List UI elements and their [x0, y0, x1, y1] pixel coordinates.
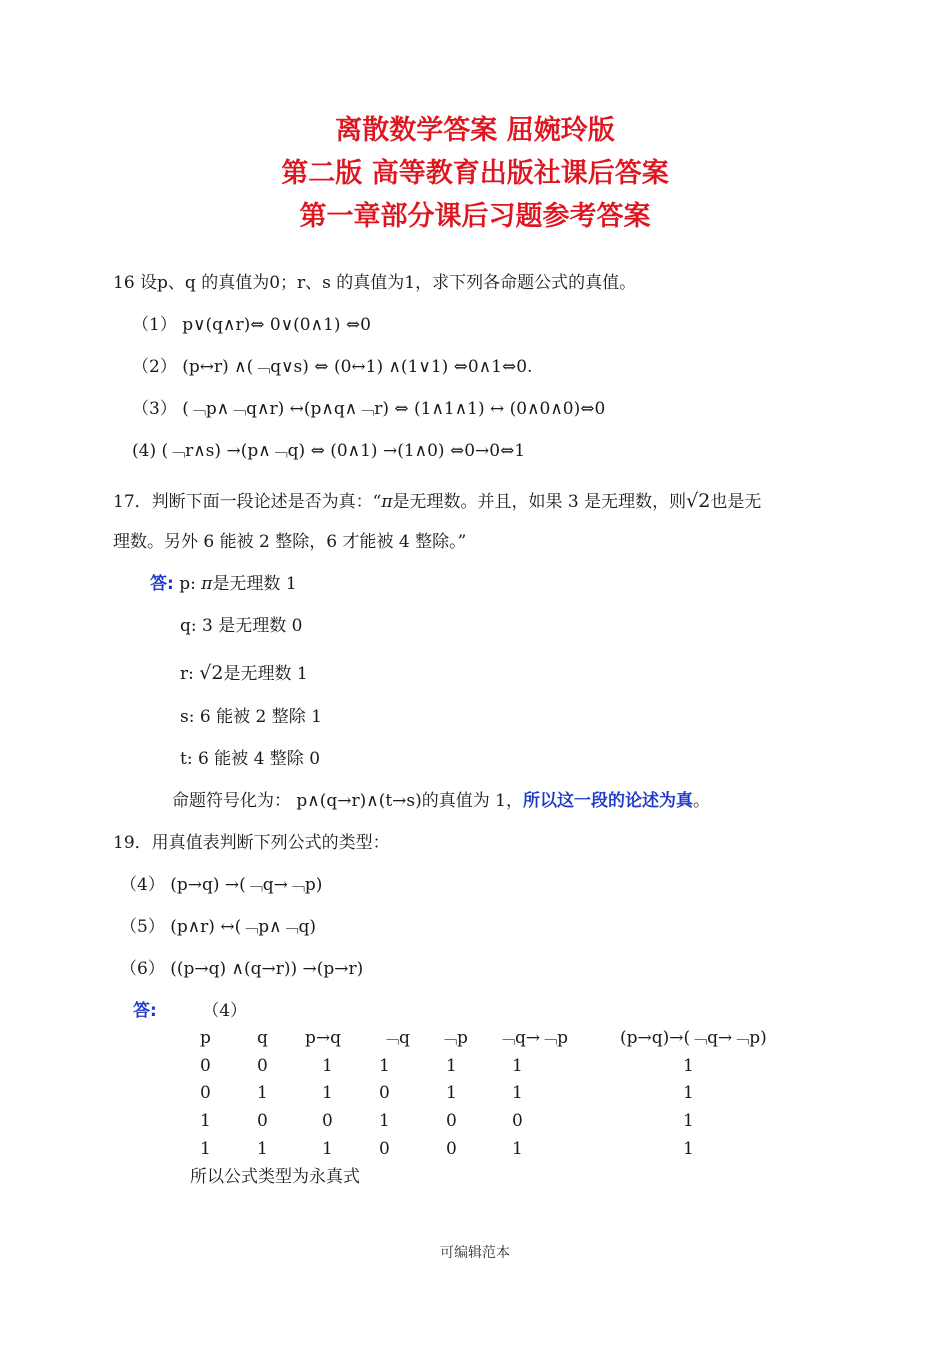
q19-answer-item: （4）: [202, 1001, 248, 1021]
table-cell: 1: [379, 1056, 390, 1076]
q17-answer-p-line: [150, 572, 297, 596]
table-cell: 1: [322, 1056, 333, 1076]
table-header-full-formula: (p→q)→(﹁q→﹁p): [620, 1028, 767, 1048]
q19-stem: 19．用真值表判断下列公式的类型：: [113, 833, 390, 853]
q19-answer-label: 答:: [133, 1001, 157, 1021]
document-title-line-2: 第二版 高等教育出版社课后答案: [281, 158, 669, 189]
document-title-line-3: 第一章部分课后习题参考答案: [299, 201, 651, 232]
table-cell: 1: [257, 1139, 268, 1159]
table-cell: 0: [512, 1111, 523, 1131]
q16-stem: 16 设p、q 的真值为0；r、s 的真值为1，求下列各命题公式的真值。: [113, 273, 637, 293]
pi-symbol: π: [381, 492, 393, 512]
pi-symbol-answer: π: [201, 574, 213, 594]
table-header-q: q: [257, 1028, 268, 1048]
table-header-not-q: ﹁q: [382, 1028, 410, 1048]
q17-stem-line-2: 理数。另外 6 能被 2 整除，6 才能被 4 整除。”: [113, 532, 467, 552]
q17-stem-line-1: [113, 489, 761, 514]
table-cell: 0: [257, 1056, 268, 1076]
q19-item-4: （4） (p→q) →(﹁q→﹁p): [120, 875, 323, 895]
q19-item-6: （6） ((p→q) ∧(q→r)) →(p→r): [120, 959, 364, 979]
q17-conclusion-emphasis: 所以这一段的论述为真: [522, 791, 693, 811]
table-cell: 1: [512, 1139, 523, 1159]
q17-conclusion: [172, 789, 710, 813]
table-header-p-implies-q: p→q: [305, 1028, 342, 1048]
table-header-not-p: ﹁p: [440, 1028, 468, 1048]
q17-answer-t-line: t: 6 能被 4 整除 0: [180, 749, 321, 769]
table-cell: 0: [200, 1083, 211, 1103]
q17-answer-r-line: [180, 661, 308, 686]
document-title-line-1: 离散数学答案 屈婉玲版: [335, 115, 615, 146]
table-cell: 1: [257, 1083, 268, 1103]
r-prefix: r:: [180, 664, 194, 684]
q17-answer-label: 答:: [150, 574, 174, 594]
q17-stem-part-b: 是无理数。并且，如果 3 是无理数，则: [392, 492, 687, 512]
table-header-p: p: [200, 1028, 211, 1048]
p-prefix: p:: [179, 574, 196, 594]
table-cell: 0: [200, 1056, 211, 1076]
q17-stem-part-c: 也是无: [710, 492, 762, 512]
table-cell: 1: [322, 1083, 333, 1103]
table-cell: 1: [683, 1111, 694, 1131]
table-header-not-q-implies-not-p: ﹁q→﹁p: [498, 1028, 569, 1048]
q17-answer-q-line: q: 3 是无理数 0: [180, 616, 303, 636]
q16-item-2: （2） (p↔r) ∧(﹁q∨s) ⇔ (0↔1) ∧(1∨1) ⇔0∧1⇔0.: [132, 357, 533, 377]
q19-result: 所以公式类型为永真式: [190, 1167, 360, 1187]
p-text: 是无理数 1: [212, 574, 297, 594]
table-cell: 0: [446, 1111, 457, 1131]
table-cell: 1: [683, 1139, 694, 1159]
q17-answer-s-line: s: 6 能被 2 整除 1: [180, 707, 322, 727]
sqrt2-symbol-answer: √2: [199, 662, 224, 684]
table-cell: 1: [683, 1056, 694, 1076]
table-cell: 1: [683, 1083, 694, 1103]
table-cell: 0: [379, 1139, 390, 1159]
q16-item-4: (4) (﹁r∧s) →(p∧﹁q) ⇔ (0∧1) →(1∧0) ⇔0→0⇔1: [132, 441, 526, 461]
sqrt2-symbol: √2: [686, 490, 711, 512]
table-cell: 1: [512, 1056, 523, 1076]
table-cell: 1: [322, 1139, 333, 1159]
table-cell: 0: [379, 1083, 390, 1103]
q16-item-1: （1） p∨(q∧r)⇔ 0∨(0∧1) ⇔0: [132, 315, 371, 335]
r-text: 是无理数 1: [223, 664, 308, 684]
table-cell: 1: [446, 1083, 457, 1103]
q17-conclusion-part-a: 命题符号化为： p∧(q→r)∧(t→s)的真值为 1，: [172, 791, 523, 811]
page-footer: 可编辑范本: [440, 1245, 510, 1261]
table-cell: 1: [512, 1083, 523, 1103]
q16-item-3: （3） (﹁p∧﹁q∧r) ↔(p∧q∧﹁r) ⇔ (1∧1∧1) ↔ (0∧0∧0)⇔0: [132, 399, 606, 419]
table-cell: 0: [257, 1111, 268, 1131]
q17-stem-part-a: 17．判断下面一段论述是否为真：“: [113, 492, 382, 512]
table-cell: 1: [200, 1111, 211, 1131]
q19-answer-line: [133, 999, 247, 1023]
q19-item-5: （5） (p∧r) ↔(﹁p∧﹁q): [120, 917, 317, 937]
table-cell: 1: [200, 1139, 211, 1159]
table-cell: 1: [379, 1111, 390, 1131]
table-cell: 1: [446, 1056, 457, 1076]
table-cell: 0: [446, 1139, 457, 1159]
table-cell: 0: [322, 1111, 333, 1131]
q17-conclusion-part-c: 。: [692, 791, 710, 811]
